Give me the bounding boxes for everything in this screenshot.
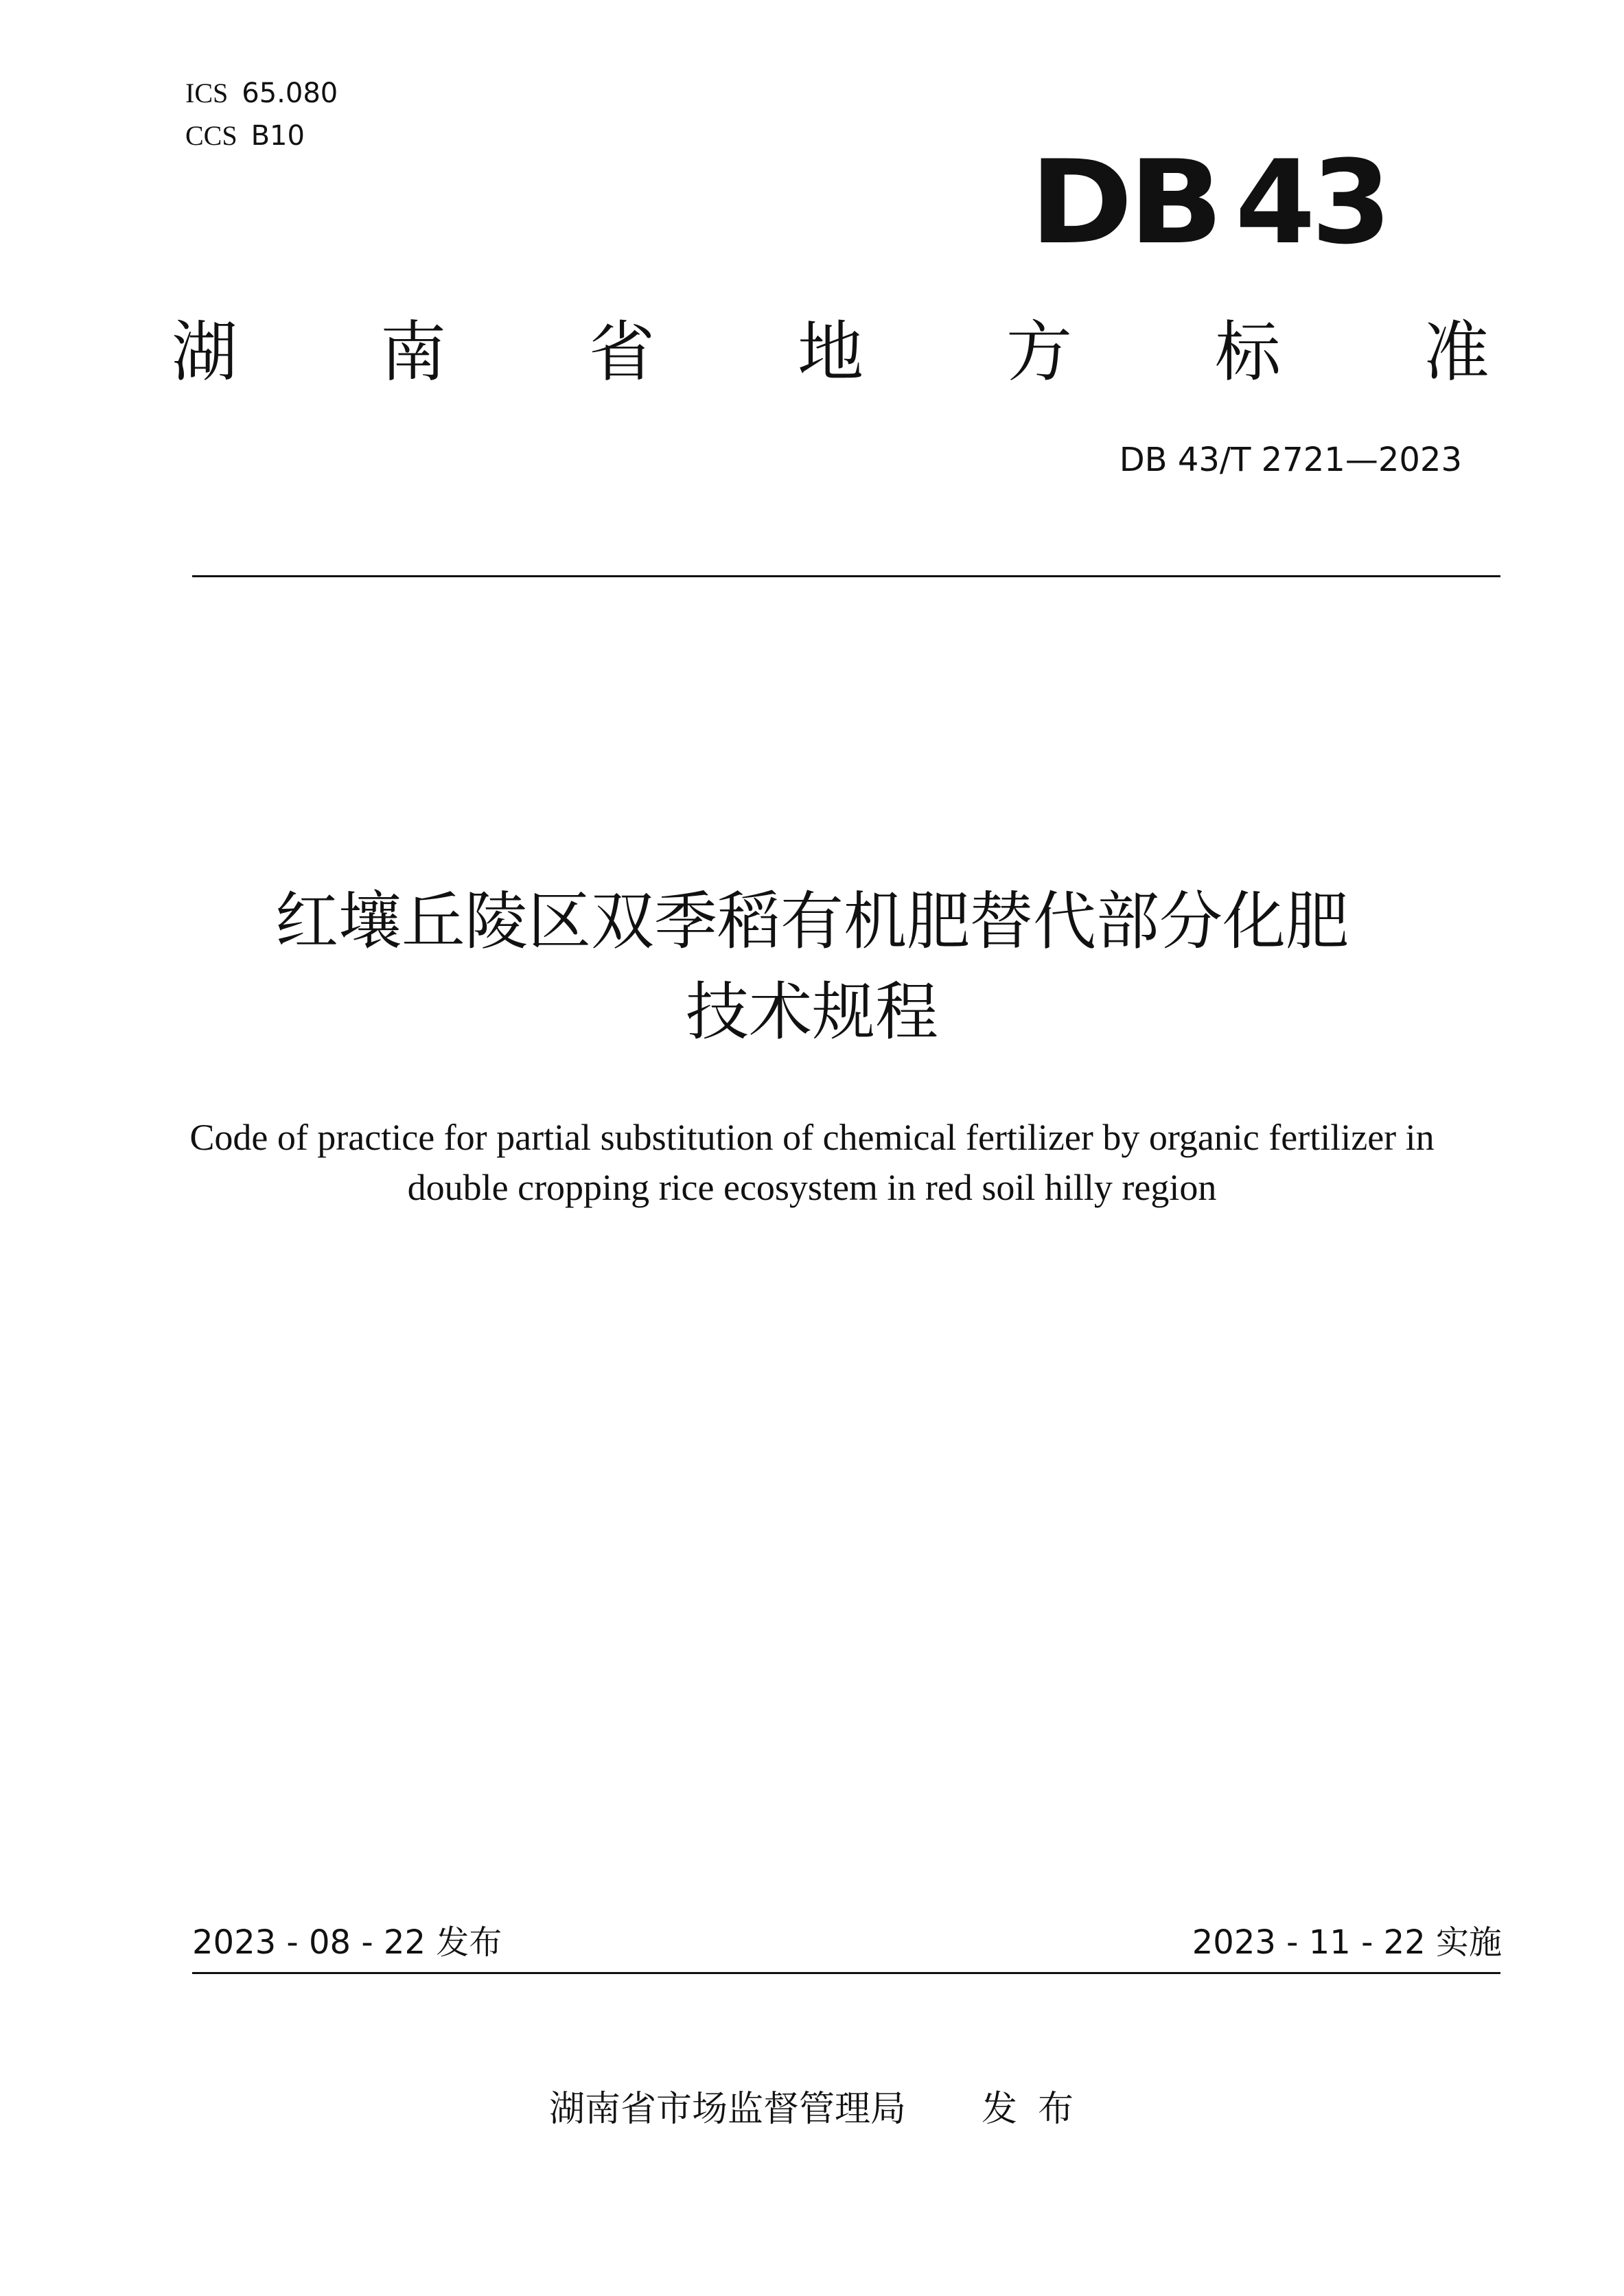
ics-label: ICS [185, 78, 229, 108]
implementation-date: 2023 - 11 - 22 实施 [1192, 1923, 1502, 1962]
standard-type-char: 地 [798, 314, 863, 391]
standard-type-char: 方 [1006, 314, 1072, 391]
standard-type-heading [172, 308, 1489, 397]
title-en-line2: double cropping rice ecosystem in red soil hilly region [407, 1167, 1217, 1208]
standard-type-char: 省 [589, 314, 655, 391]
ccs-value: B10 [251, 120, 305, 152]
issuer-line [549, 2087, 1094, 2132]
issue-date: 2023 - 08 - 22 发布 [192, 1923, 502, 1962]
db-logo [1030, 135, 1400, 270]
ics-value: 65.080 [242, 78, 338, 109]
ccs-label: CCS [185, 120, 237, 151]
standard-type-char: 标 [1215, 314, 1281, 391]
db-number: 43 [1235, 135, 1388, 270]
standard-type-char: 南 [380, 314, 446, 391]
top-divider [192, 575, 1500, 577]
bottom-divider [192, 1972, 1500, 1974]
standard-number: DB 43/T 2721—2023 [1119, 441, 1462, 479]
ics-code [185, 77, 338, 110]
title-en-line1: Code of practice for partial substitution of chemical fertilizer by organic fertilizer in [189, 1117, 1435, 1158]
standard-type-char: 湖 [172, 314, 237, 391]
issuer-name: 湖南省市场监督管理局 [549, 2089, 907, 2130]
issuer-action: 发布 [982, 2089, 1095, 2130]
ccs-code [185, 119, 305, 152]
title-cn-line2: 技术规程 [685, 975, 938, 1049]
title-cn-line1: 红壤丘陵区双季稻有机肥替代部分化肥 [275, 885, 1349, 958]
db-letters: DB [1030, 135, 1219, 270]
standard-type-char: 准 [1424, 314, 1489, 391]
